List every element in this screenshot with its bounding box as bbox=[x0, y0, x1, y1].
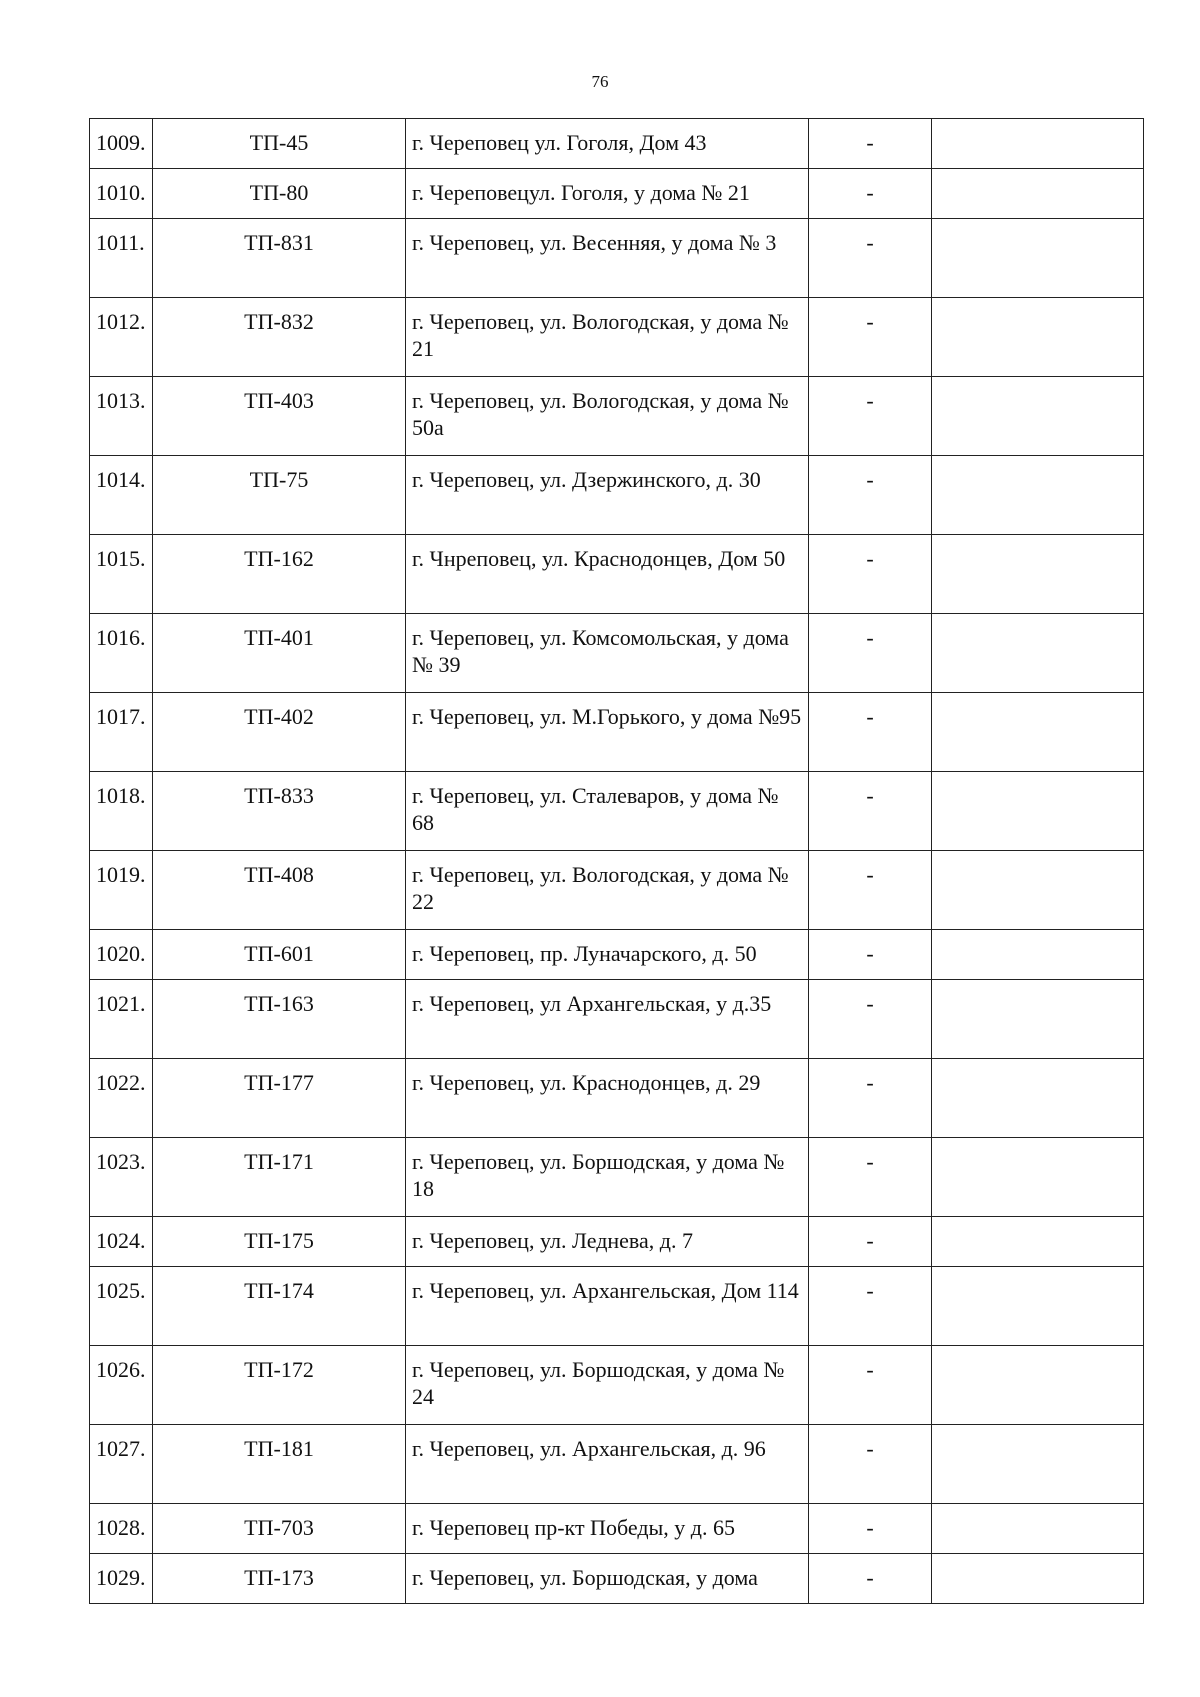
address-cell: г. Чнреповец, ул. Краснодонцев, Дом 50 bbox=[406, 535, 809, 614]
table-row bbox=[90, 219, 1144, 298]
substation-table-body bbox=[90, 119, 1144, 1604]
extra-cell bbox=[932, 930, 1144, 980]
address-cell: г. Череповец ул. Гоголя, Дом 43 bbox=[406, 119, 809, 169]
table-row bbox=[90, 456, 1144, 535]
table-row bbox=[90, 1346, 1144, 1425]
mark-cell: - bbox=[809, 930, 932, 980]
substation-code: ТП-80 bbox=[153, 169, 406, 219]
mark-cell: - bbox=[809, 1267, 932, 1346]
address-cell: г. Череповец, ул. Боршодская, у дома № 18 bbox=[406, 1138, 809, 1217]
table-row bbox=[90, 1425, 1144, 1504]
table-row bbox=[90, 1554, 1144, 1604]
extra-cell bbox=[932, 1554, 1144, 1604]
table-row bbox=[90, 298, 1144, 377]
extra-cell bbox=[932, 772, 1144, 851]
row-number: 1021. bbox=[90, 980, 153, 1059]
substation-code: ТП-174 bbox=[153, 1267, 406, 1346]
mark-cell: - bbox=[809, 1138, 932, 1217]
extra-cell bbox=[932, 693, 1144, 772]
substation-code: ТП-831 bbox=[153, 219, 406, 298]
extra-cell bbox=[932, 1425, 1144, 1504]
extra-cell bbox=[932, 456, 1144, 535]
mark-cell: - bbox=[809, 772, 932, 851]
mark-cell: - bbox=[809, 119, 932, 169]
extra-cell bbox=[932, 1267, 1144, 1346]
address-cell: г. Череповец, ул. Вологодская, у дома № 50а bbox=[406, 377, 809, 456]
mark-cell: - bbox=[809, 456, 932, 535]
extra-cell bbox=[932, 1059, 1144, 1138]
row-number: 1009. bbox=[90, 119, 153, 169]
mark-cell: - bbox=[809, 1425, 932, 1504]
extra-cell bbox=[932, 1504, 1144, 1554]
mark-cell: - bbox=[809, 1059, 932, 1138]
table-row bbox=[90, 1217, 1144, 1267]
substation-code: ТП-173 bbox=[153, 1554, 406, 1604]
extra-cell bbox=[932, 1346, 1144, 1425]
row-number: 1029. bbox=[90, 1554, 153, 1604]
row-number: 1028. bbox=[90, 1504, 153, 1554]
table-row bbox=[90, 169, 1144, 219]
row-number: 1026. bbox=[90, 1346, 153, 1425]
substation-code: ТП-75 bbox=[153, 456, 406, 535]
row-number: 1025. bbox=[90, 1267, 153, 1346]
mark-cell: - bbox=[809, 219, 932, 298]
table-row bbox=[90, 930, 1144, 980]
extra-cell bbox=[932, 980, 1144, 1059]
extra-cell bbox=[932, 169, 1144, 219]
substation-code: ТП-703 bbox=[153, 1504, 406, 1554]
substation-table bbox=[89, 118, 1144, 1604]
address-cell: г. Череповец, ул. Боршодская, у дома № 24 bbox=[406, 1346, 809, 1425]
extra-cell bbox=[932, 298, 1144, 377]
extra-cell bbox=[932, 1217, 1144, 1267]
table-row bbox=[90, 614, 1144, 693]
table-row bbox=[90, 1059, 1144, 1138]
mark-cell: - bbox=[809, 980, 932, 1059]
substation-code: ТП-163 bbox=[153, 980, 406, 1059]
address-cell: г. Череповец, ул. Архангельская, Дом 114 bbox=[406, 1267, 809, 1346]
address-cell: г. Череповец, ул. Вологодская, у дома № 21 bbox=[406, 298, 809, 377]
mark-cell: - bbox=[809, 1346, 932, 1425]
row-number: 1019. bbox=[90, 851, 153, 930]
table-row bbox=[90, 1138, 1144, 1217]
mark-cell: - bbox=[809, 1554, 932, 1604]
substation-code: ТП-402 bbox=[153, 693, 406, 772]
substation-code: ТП-175 bbox=[153, 1217, 406, 1267]
table-row bbox=[90, 377, 1144, 456]
substation-code: ТП-177 bbox=[153, 1059, 406, 1138]
mark-cell: - bbox=[809, 693, 932, 772]
substation-code: ТП-408 bbox=[153, 851, 406, 930]
row-number: 1023. bbox=[90, 1138, 153, 1217]
mark-cell: - bbox=[809, 1217, 932, 1267]
mark-cell: - bbox=[809, 535, 932, 614]
mark-cell: - bbox=[809, 614, 932, 693]
address-cell: г. Череповец, ул. Леднева, д. 7 bbox=[406, 1217, 809, 1267]
address-cell: г. Череповецул. Гоголя, у дома № 21 bbox=[406, 169, 809, 219]
table-row bbox=[90, 1267, 1144, 1346]
address-cell: г. Череповец, ул Архангельская, у д.35 bbox=[406, 980, 809, 1059]
substation-code: ТП-172 bbox=[153, 1346, 406, 1425]
table-row bbox=[90, 772, 1144, 851]
extra-cell bbox=[932, 1138, 1144, 1217]
mark-cell: - bbox=[809, 851, 932, 930]
substation-code: ТП-181 bbox=[153, 1425, 406, 1504]
row-number: 1017. bbox=[90, 693, 153, 772]
address-cell: г. Череповец, ул. Комсомольская, у дома № 39 bbox=[406, 614, 809, 693]
address-cell: г. Череповец, ул. Весенняя, у дома № 3 bbox=[406, 219, 809, 298]
substation-code: ТП-171 bbox=[153, 1138, 406, 1217]
extra-cell bbox=[932, 377, 1144, 456]
extra-cell bbox=[932, 851, 1144, 930]
page-number: 76 bbox=[591, 72, 609, 91]
address-cell: г. Череповец, ул. Боршодская, у дома bbox=[406, 1554, 809, 1604]
address-cell: г. Череповец, ул. Краснодонцев, д. 29 bbox=[406, 1059, 809, 1138]
address-cell: г. Череповец пр-кт Победы, у д. 65 bbox=[406, 1504, 809, 1554]
table-row bbox=[90, 119, 1144, 169]
row-number: 1024. bbox=[90, 1217, 153, 1267]
table-row bbox=[90, 1504, 1144, 1554]
substation-code: ТП-162 bbox=[153, 535, 406, 614]
substation-code: ТП-601 bbox=[153, 930, 406, 980]
extra-cell bbox=[932, 535, 1144, 614]
address-cell: г. Череповец, ул. Дзержинского, д. 30 bbox=[406, 456, 809, 535]
address-cell: г. Череповец, ул. Архангельская, д. 96 bbox=[406, 1425, 809, 1504]
mark-cell: - bbox=[809, 169, 932, 219]
address-cell: г. Череповец, ул. Вологодская, у дома № 22 bbox=[406, 851, 809, 930]
mark-cell: - bbox=[809, 377, 932, 456]
substation-code: ТП-45 bbox=[153, 119, 406, 169]
extra-cell bbox=[932, 119, 1144, 169]
row-number: 1010. bbox=[90, 169, 153, 219]
address-cell: г. Череповец, ул. М.Горького, у дома №95 bbox=[406, 693, 809, 772]
table-row bbox=[90, 980, 1144, 1059]
row-number: 1013. bbox=[90, 377, 153, 456]
extra-cell bbox=[932, 614, 1144, 693]
row-number: 1012. bbox=[90, 298, 153, 377]
address-cell: г. Череповец, ул. Сталеваров, у дома № 68 bbox=[406, 772, 809, 851]
row-number: 1027. bbox=[90, 1425, 153, 1504]
row-number: 1020. bbox=[90, 930, 153, 980]
mark-cell: - bbox=[809, 298, 932, 377]
row-number: 1015. bbox=[90, 535, 153, 614]
mark-cell: - bbox=[809, 1504, 932, 1554]
row-number: 1016. bbox=[90, 614, 153, 693]
substation-code: ТП-403 bbox=[153, 377, 406, 456]
row-number: 1014. bbox=[90, 456, 153, 535]
row-number: 1018. bbox=[90, 772, 153, 851]
substation-code: ТП-832 bbox=[153, 298, 406, 377]
table-row bbox=[90, 851, 1144, 930]
row-number: 1011. bbox=[90, 219, 153, 298]
extra-cell bbox=[932, 219, 1144, 298]
substation-code: ТП-401 bbox=[153, 614, 406, 693]
row-number: 1022. bbox=[90, 1059, 153, 1138]
table-row bbox=[90, 693, 1144, 772]
table-row bbox=[90, 535, 1144, 614]
address-cell: г. Череповец, пр. Луначарского, д. 50 bbox=[406, 930, 809, 980]
substation-code: ТП-833 bbox=[153, 772, 406, 851]
